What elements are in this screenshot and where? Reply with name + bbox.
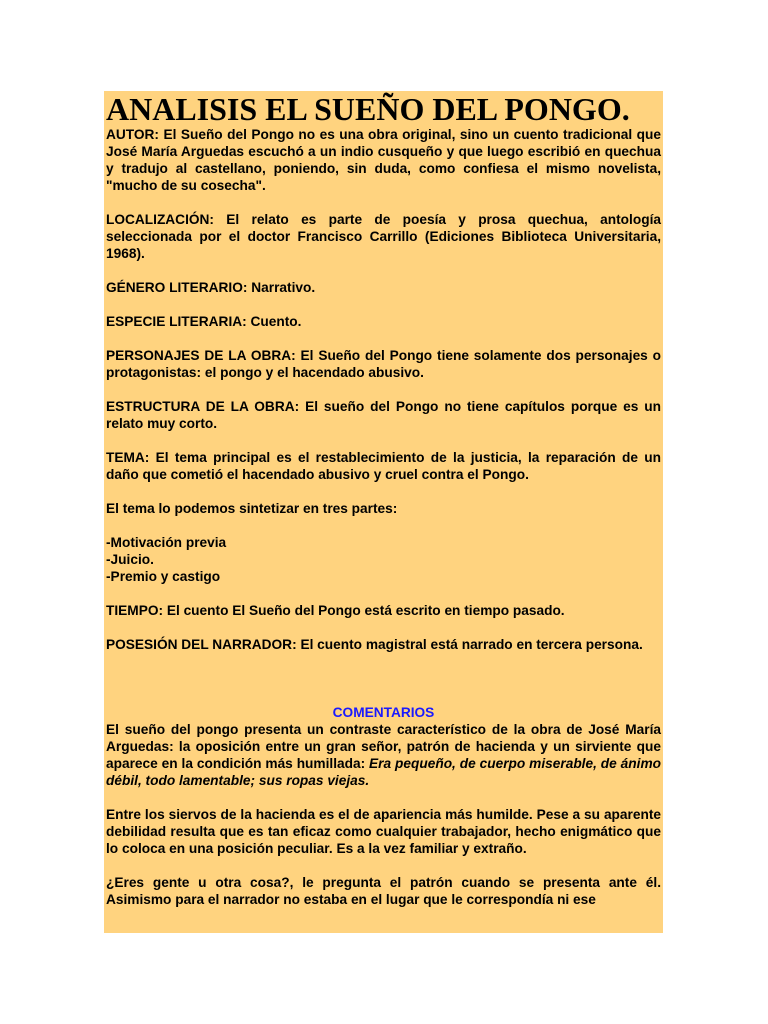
estructura-text: El sueño del Pongo no tiene capítulos porque es un relato muy corto. (106, 399, 661, 431)
comentarios-heading: COMENTARIOS (332, 705, 435, 720)
tema-text: El tema principal es el restablecimiento de la justicia, la reparación de un daño que cometió el hacendado abusivo y cruel contra el Pongo. (106, 450, 661, 482)
posesion-label: POSESIÓN DEL NARRADOR: (106, 637, 297, 652)
localizacion-text: El relato es parte de poesía y prosa quechua, antología seleccionada por el doctor Francisco Carrillo (Ediciones Biblioteca Universitaria, 1968). (106, 212, 661, 261)
paragraph-estructura (106, 398, 661, 432)
estructura-label: ESTRUCTURA DE LA OBRA: (106, 399, 300, 414)
document-body (104, 126, 663, 908)
especie-text: Cuento. (246, 314, 302, 329)
tema-parts-list (106, 534, 661, 585)
paragraph-tiempo (106, 602, 661, 619)
paragraph-posesion (106, 636, 661, 653)
list-item: -Juicio. (106, 552, 154, 567)
document-title: ANALISIS EL SUEÑO DEL PONGO. (106, 91, 630, 127)
comentario-1-text: El sueño del pongo presenta un contraste característico de la obra de José María Arguedas: la oposición entre un gran señor, patrón de hacienda y un sirviente que aparece en la condición más humillada: (106, 722, 661, 771)
spacer (106, 653, 661, 687)
paragraph-personajes (106, 347, 661, 381)
document-panel (104, 91, 663, 933)
genero-text: Narrativo. (247, 280, 316, 295)
paragraph-especie (106, 313, 661, 330)
list-item: -Premio y castigo (106, 569, 221, 584)
especie-label: ESPECIE LITERARIA: (106, 314, 247, 329)
posesion-text: El cuento magistral está narrado en tercera persona. (296, 637, 643, 652)
personajes-label: PERSONAJES DE LA OBRA: (106, 348, 296, 363)
paragraph-comentario-1 (106, 721, 661, 789)
paragraph-genero (106, 279, 661, 296)
genero-label: GÉNERO LITERARIO: (106, 280, 248, 295)
autor-text: El Sueño del Pongo no es una obra original, sino un cuento tradicional que José María Arguedas escuchó a un indio cusqueño y que luego escribió en quechua y tradujo al castellano, poniendo, sin duda, como confiesa el mismo novelista, "mucho de su cosecha". (106, 127, 661, 193)
paragraph-autor (106, 126, 661, 194)
tema-label: TEMA: (106, 450, 150, 465)
paragraph-localizacion (106, 211, 661, 262)
localizacion-label: LOCALIZACIÓN: (106, 212, 214, 227)
personajes-text: El Sueño del Pongo tiene solamente dos personajes o protagonistas: el pongo y el hacendado abusivo. (106, 348, 661, 380)
paragraph-comentario-2: Entre los siervos de la hacienda es el de apariencia más humilde. Pese a su aparente debilidad resulta que es tan eficaz como cualquier trabajador, hecho enigmático que lo coloca en una posición peculiar. Es a la vez familiar y extraño. (106, 807, 661, 856)
paragraph-comentario-3: ¿Eres gente u otra cosa?, le pregunta el patrón cuando se presenta ante él. Asimismo para el narrador no estaba en el lugar que le correspondía ni ese (106, 875, 661, 907)
paragraph-tema-intro: El tema lo podemos sintetizar en tres partes: (106, 501, 398, 516)
autor-label: AUTOR: (106, 127, 159, 142)
tiempo-text: El cuento El Sueño del Pongo está escrito en tiempo pasado. (163, 603, 565, 618)
list-item: -Motivación previa (106, 535, 227, 550)
comentario-1-quote: Era pequeño, de cuerpo miserable, de ánimo débil, todo lamentable; sus ropas viejas. (106, 756, 661, 788)
paragraph-tema (106, 449, 661, 483)
tiempo-label: TIEMPO: (106, 603, 164, 618)
